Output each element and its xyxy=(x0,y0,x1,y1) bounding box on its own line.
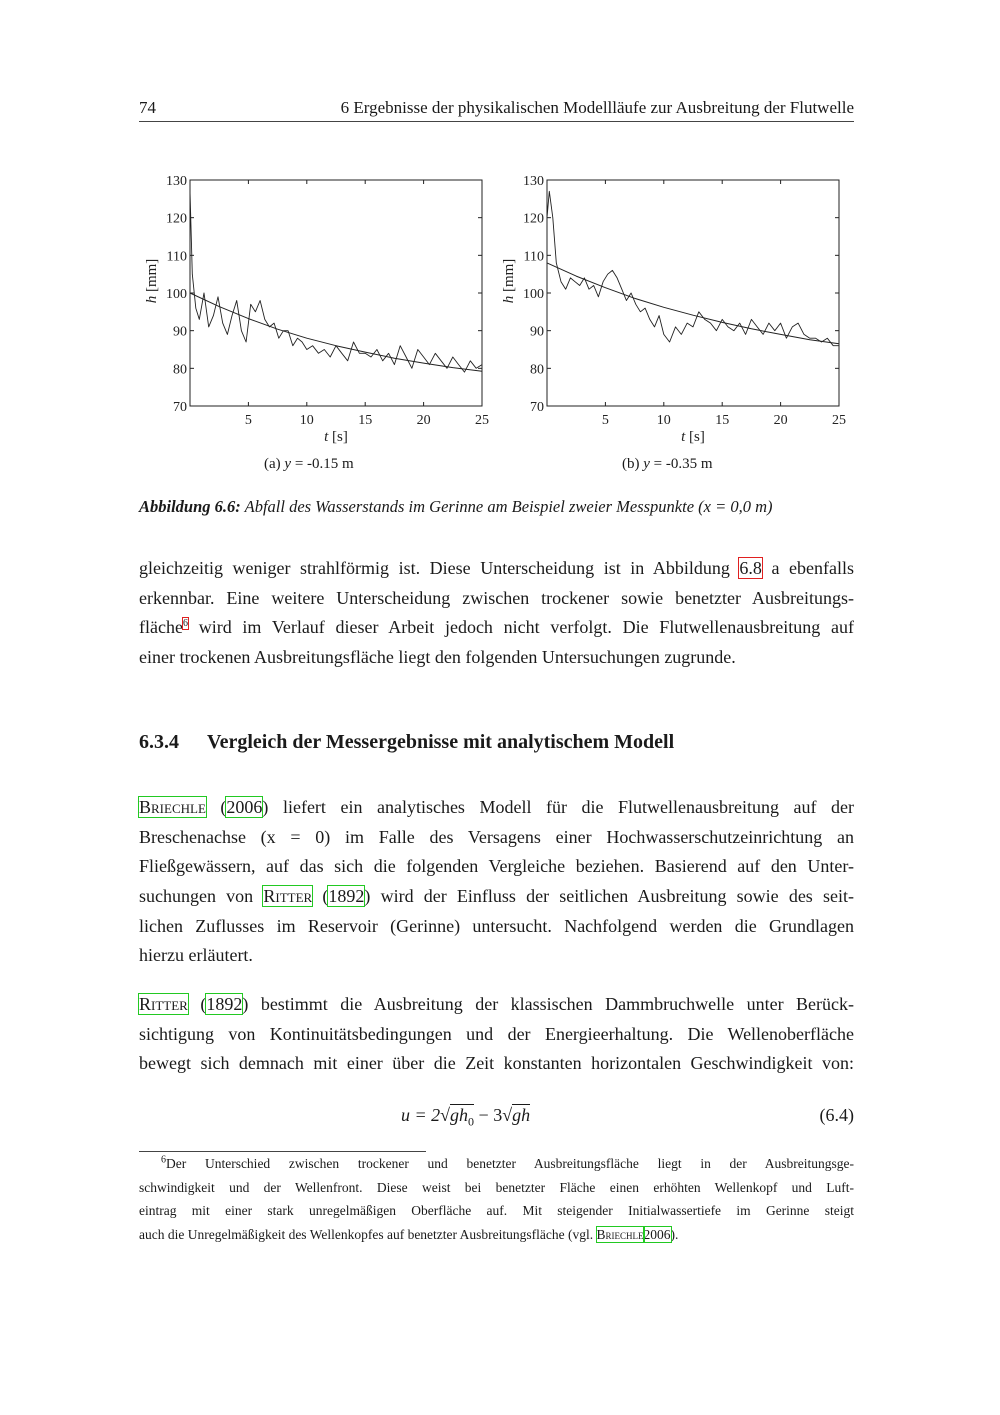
subcaption-b-label: (b) xyxy=(622,456,640,472)
chart-a-xtick-label: 15 xyxy=(358,413,373,428)
citation-year-link[interactable]: 2006 xyxy=(643,1226,671,1242)
chart-a-series-measured xyxy=(190,191,482,372)
paragraph-3-line-2: sichtigung von Kontinuitätsbedingungen und der Energieerhaltung. Die Wellenoberfläche xyxy=(139,1023,854,1044)
text-run: Der Unterschied zwischen trockener und benetzter Ausbreitungsfläche liegt in der Ausbreitungsge- xyxy=(166,1156,854,1171)
paragraph-1-line-1 xyxy=(139,554,854,584)
chart-a-xlabel: t [s] xyxy=(324,429,348,445)
sqrt-term-2: gh xyxy=(512,1105,531,1125)
chart-b-xtick-label: 20 xyxy=(773,413,788,428)
footnote xyxy=(139,1152,854,1246)
text-run: wird der Einfluss der seitlichen Ausbreitung sowie des seit- xyxy=(380,886,854,907)
citation-author-link[interactable]: Ritter xyxy=(139,994,188,1014)
paragraph-2-line-2: Breschenachse (x = 0) im Falle des Versagens einer Hochwasserschutzeinrichtung an xyxy=(139,826,854,847)
chart-b-xlabel: t [s] xyxy=(681,429,705,445)
chart-a-ytick-label: 120 xyxy=(166,211,187,227)
chart-b-ytick-label: 110 xyxy=(523,249,544,265)
text-run: ). xyxy=(670,1226,679,1242)
subcaption-a-var: y xyxy=(284,456,292,472)
chart-b-plot-frame xyxy=(547,180,839,406)
paragraph-1-line-2: erkennbar. Eine weitere Unterscheidung zwischen trockener sowie benetzter Ausbreitungs- xyxy=(139,587,854,608)
citation-author-link[interactable]: Briechle xyxy=(139,797,206,817)
citation-year-link[interactable]: 2006 xyxy=(226,797,263,817)
figure-caption-label: Abbildung 6.6: xyxy=(139,497,241,516)
section-title: Vergleich der Messergebnisse mit analytischem Modell xyxy=(207,731,675,753)
equation-formula xyxy=(401,1105,530,1130)
chart-a xyxy=(140,168,500,448)
figure-ref-link[interactable]: 6.8 xyxy=(739,558,762,578)
chart-b-series-measured xyxy=(547,191,839,345)
paragraph-2-line-3: Fließgewässern, auf das sich die folgenden Vergleiche beziehen. Basierend auf den Unter- xyxy=(139,856,854,877)
chart-a-plot-frame xyxy=(190,180,482,406)
sqrt-sign: √ xyxy=(502,1105,513,1125)
chart-a-xtick-label: 25 xyxy=(475,413,489,428)
chart-a-ylabel: h [mm] xyxy=(144,258,160,304)
text-run: fläche xyxy=(139,617,183,638)
chart-b-ytick-label: 90 xyxy=(530,324,544,340)
eq-minus: − 3 xyxy=(474,1105,503,1125)
chart-a-ytick-label: 110 xyxy=(166,249,187,265)
chart-b-ytick-label: 80 xyxy=(530,362,544,378)
footnote-ref-link[interactable]: 6 xyxy=(182,618,188,630)
chart-b-series-fit xyxy=(547,263,839,344)
section-number: 6.3.4 xyxy=(139,731,179,753)
footnote-line-3: eintrag mit einer stark unregelmäßigen Oberfläche auf. Mit steigender Initialwassertiefe im Gerinne steigt xyxy=(139,1203,854,1218)
running-header-title: 6 Ergebnisse der physikalischen Modellläufe zur Ausbreitung der Flutwelle xyxy=(340,98,854,117)
figure-caption-text: Abfall des Wasserstands im Gerinne am Beispiel zweier Messpunkte (x = 0,0 m) xyxy=(244,497,773,516)
chart-a-ytick-label: 100 xyxy=(166,287,187,302)
text-run: wird im Verlauf dieser Arbeit jedoch nicht verfolgt. Die Flutwellenausbreitung auf xyxy=(187,617,854,638)
subcaption-a-label: (a) xyxy=(264,456,281,472)
citation-year-link[interactable]: 1892 xyxy=(206,994,243,1014)
citation-author-link[interactable]: Briechle xyxy=(596,1226,644,1242)
sqrt-term-1 xyxy=(450,1104,475,1129)
paragraph-3-line-3: bewegt sich demnach mit einer über die Zeit konstanten horizontalen Geschwindigkeit von: xyxy=(139,1053,854,1074)
chart-b-ytick-label: 70 xyxy=(530,400,544,415)
eq-lhs: u = 2 xyxy=(401,1105,441,1125)
chart-b xyxy=(497,168,857,448)
chart-b-ytick-label: 100 xyxy=(523,287,544,302)
text-run: liefert ein analytisches Modell für die Flutwellenausbreitung auf der xyxy=(282,797,855,817)
paragraph-2 xyxy=(139,793,854,971)
paragraph-2-line-1: Briechle (2006) liefert ein analytisches Modell für die Flutwellenausbreitung auf der xyxy=(139,797,855,817)
chart-a-ytick-label: 80 xyxy=(173,362,187,378)
chart-b-xtick-label: 25 xyxy=(832,413,846,428)
chart-b-xtick-label: 5 xyxy=(601,413,609,428)
text-run: gleichzeitig weniger strahlförmig ist. Diese Unterscheidung ist in Abbildung xyxy=(139,558,740,578)
subcaption-a xyxy=(264,456,354,473)
paragraph-2-line-6: hierzu erläutert. xyxy=(139,945,253,966)
equation-number: (6.4) xyxy=(819,1105,854,1125)
text-run: bestimmt die Ausbreitung der klassischen Dammbruchwelle unter Berück- xyxy=(260,994,855,1014)
header-rule xyxy=(139,121,854,122)
chart-a-ytick-label: 70 xyxy=(173,400,187,415)
subcaption-b xyxy=(622,456,713,473)
chart-b-ytick-label: 120 xyxy=(523,211,544,227)
footnote-mark: 6 xyxy=(161,1154,166,1166)
chart-a-xtick-label: 5 xyxy=(244,413,252,428)
footnote-line-4 xyxy=(139,1223,854,1247)
paragraph-1-line-3 xyxy=(139,613,854,643)
page-number: 74 xyxy=(139,98,156,117)
paragraph-2-line-5: lichen Zuflusses im Reservoir (Gerinne) untersucht. Nachfolgend werden die Grundlagen xyxy=(139,915,854,936)
text-run: a ebenfalls xyxy=(761,558,854,578)
paragraph-3 xyxy=(139,990,854,1079)
chart-a-ytick-label: 90 xyxy=(173,324,187,340)
footnote-line-2: schwindigkeit und der Wellenfront. Diese weist bei benetzter Fläche einen erhöhten Wellenkopf und Luft- xyxy=(139,1179,854,1195)
paragraph-3-line-1: Ritter (1892) bestimmt die Ausbreitung der klassischen Dammbruchwelle unter Berück- xyxy=(139,994,855,1014)
eq-term1: gh xyxy=(450,1105,469,1125)
citation-author-link[interactable]: Ritter xyxy=(263,886,313,907)
footnote-line-1 xyxy=(139,1152,854,1176)
chart-b-xtick-label: 10 xyxy=(656,413,671,428)
subcaption-a-value: = -0.15 m xyxy=(294,456,354,472)
figure-caption xyxy=(139,497,854,517)
paragraph-1 xyxy=(139,554,854,673)
citation-year-link[interactable]: 1892 xyxy=(328,886,365,907)
subcaption-b-value: = -0.35 m xyxy=(653,456,713,472)
chart-a-xtick-label: 20 xyxy=(416,413,431,428)
paragraph-1-line-4: einer trockenen Ausbreitungsfläche liegt den folgenden Untersuchungen zugrunde. xyxy=(139,647,736,668)
chart-b-ylabel: h [mm] xyxy=(501,258,517,304)
text-run: auch die Unregelmäßigkeit des Wellenkopfes auf benetzter Ausbreitungsfläche (vgl. xyxy=(139,1226,594,1242)
sqrt-sign: √ xyxy=(440,1105,451,1125)
eq-sub1: 0 xyxy=(468,1114,475,1129)
text-run: suchungen von xyxy=(139,886,254,907)
subcaption-b-var: y xyxy=(643,456,650,472)
chart-a-ytick-label: 130 xyxy=(166,174,187,189)
chart-b-ytick-label: 130 xyxy=(523,174,544,189)
chart-a-xtick-label: 10 xyxy=(299,413,314,428)
chart-b-xtick-label: 15 xyxy=(715,413,730,428)
chart-a-series-fit xyxy=(190,293,482,371)
paragraph-2-line-4: suchungen von Ritter (1892) wird der Einfluss der seitlichen Ausbreitung sowie des seit- xyxy=(139,886,854,907)
section-heading xyxy=(139,731,674,754)
